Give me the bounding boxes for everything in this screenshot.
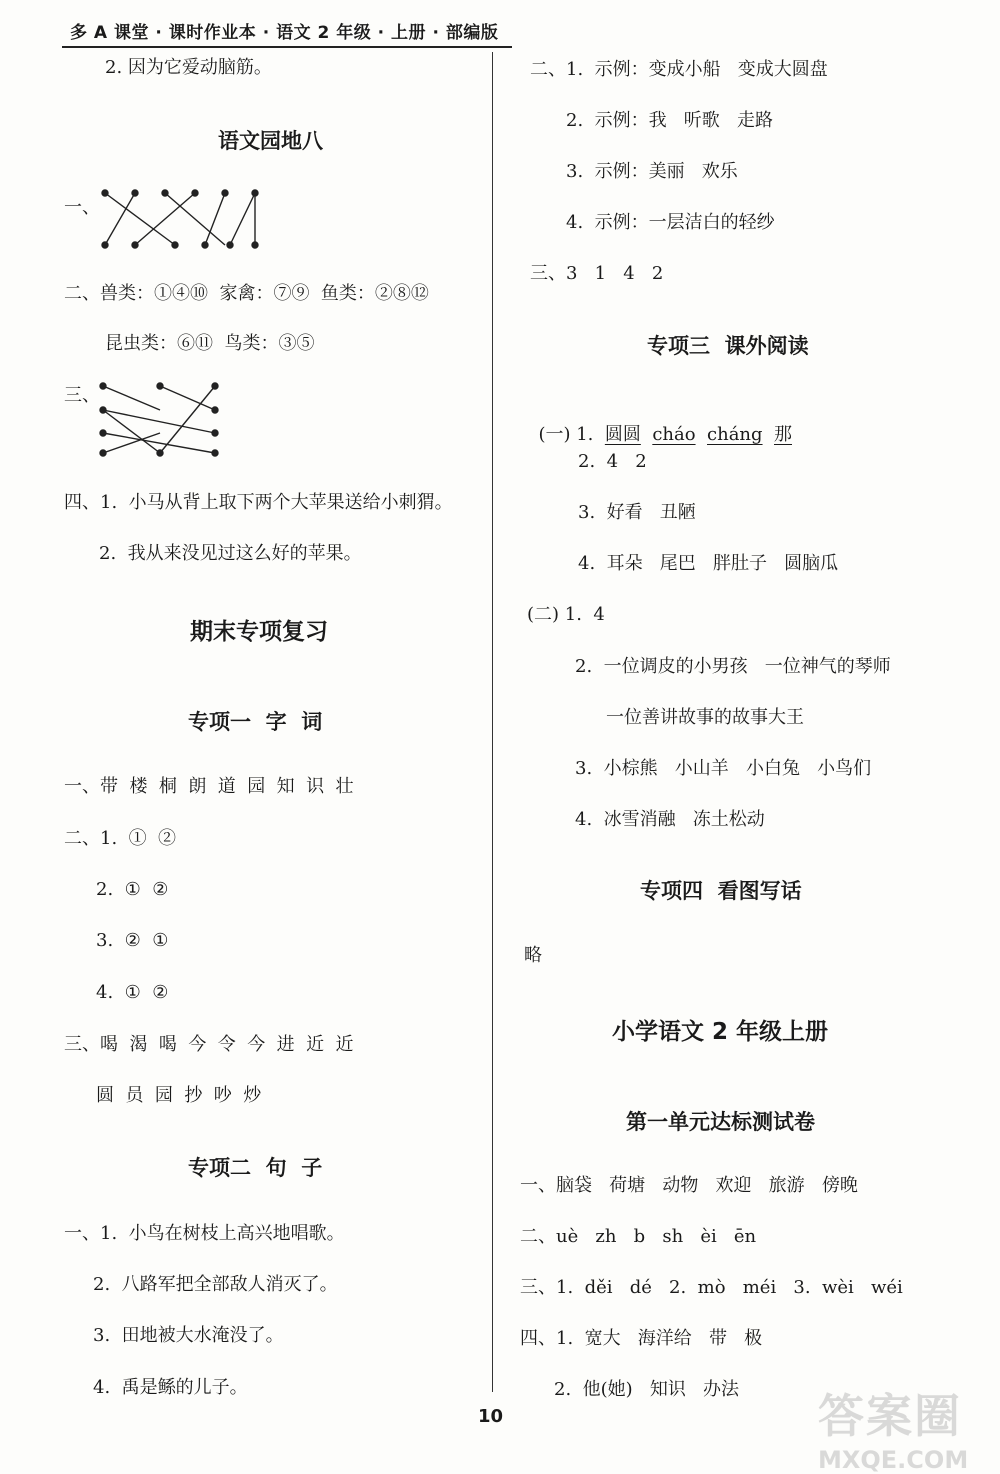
answer-line: 三、1. děi dé 2. mò méi 3. wèi wéi	[520, 1277, 903, 1298]
answer-line: (二) 1. 4	[527, 604, 605, 625]
watermark-url: MXQE.COM	[818, 1446, 969, 1474]
answer-line: 二、兽类：①④⑩ 家禽：⑦⑨ 鱼类：②⑧⑫	[64, 283, 429, 304]
answer-line: 二、1. ① ②	[64, 828, 177, 849]
answer-line: 圆 员 园 抄 吵 炒	[96, 1085, 262, 1106]
answer-label: (一) 1.	[538, 424, 594, 445]
page-header: 多 A 课堂 · 课时作业本 · 语文 2 年级 · 上册 · 部编版	[70, 23, 499, 43]
answer-line: 四、1. 宽大 海洋给 带 极	[520, 1328, 763, 1349]
answer-line: 3. 示例：美丽 欢乐	[566, 161, 738, 182]
answer-line: 一、带 楼 桐 朗 道 园 知 识 壮	[64, 776, 354, 797]
answer-line: 2. 4 2	[578, 451, 647, 472]
header-rule	[62, 46, 512, 48]
watermark-logo	[818, 1380, 990, 1474]
answer-line: 三、3 1 4 2	[530, 263, 664, 284]
section-title-sec3: 专项三 课外阅读	[647, 334, 809, 358]
column-divider	[492, 52, 493, 1392]
answer-line: 3. 田地被大水淹没了。	[93, 1325, 284, 1346]
answer-line: 4. 耳朵 尾巴 胖肚子 圆脑瓜	[578, 553, 839, 574]
underlined-answer: cháng	[707, 424, 763, 445]
question-label: 一、	[64, 197, 100, 218]
answer-line: 2. 八路军把全部敌人消灭了。	[93, 1274, 338, 1295]
section-title-sec4: 专项四 看图写话	[640, 879, 802, 903]
matching-lines-diagram-1	[95, 185, 275, 255]
answer-line: 三、喝 渴 喝 今 令 今 进 近 近	[64, 1034, 354, 1055]
section-title-garden8: 语文园地八	[218, 129, 323, 153]
answer-line: 一、1. 小鸟在树枝上高兴地唱歌。	[64, 1223, 345, 1244]
answer-line: 一、脑袋 荷塘 动物 欢迎 旅游 傍晚	[520, 1175, 858, 1196]
matching-lines-diagram-2	[95, 378, 225, 463]
underlined-answer: 圆圆	[604, 424, 641, 445]
answer-line	[527, 399, 792, 447]
section-title-unit1: 第一单元达标测试卷	[626, 1110, 815, 1134]
answer-line: 4. 禹是鲧的儿子。	[93, 1377, 248, 1398]
answer-line: 二、uè zh b sh èi ēn	[520, 1226, 757, 1247]
answer-line: 2. 他(她) 知识 办法	[554, 1379, 739, 1400]
answer-line: 3. 小棕熊 小山羊 小白兔 小鸟们	[575, 758, 872, 779]
watermark-text: 答案圈	[818, 1389, 962, 1443]
answer-line: 四、1. 小马从背上取下两个大苹果送给小刺猬。	[64, 492, 453, 513]
answer-line: 略	[524, 945, 542, 966]
answer-line: 4. ① ②	[96, 982, 169, 1003]
answer-line: 一位善讲故事的故事大王	[606, 707, 804, 728]
answer-line: 2. 我从来没见过这么好的苹果。	[99, 543, 362, 564]
answer-line: 3. ② ①	[96, 930, 169, 951]
book-title: 小学语文 2 年级上册	[612, 1019, 829, 1045]
section-title-final-review: 期末专项复习	[190, 619, 328, 645]
answer-line: 2. 示例：我 听歌 走路	[566, 110, 773, 131]
answer-line: 4. 冰雪消融 冻土松动	[575, 809, 765, 830]
question-label: 三、	[64, 385, 100, 406]
answer-line: 2. 因为它爱动脑筋。	[105, 57, 272, 78]
answer-line: 2. 一位调皮的小男孩 一位神气的琴师	[575, 656, 891, 677]
section-title-sec1: 专项一 字 词	[188, 710, 323, 734]
underlined-answer: 那	[774, 424, 792, 445]
section-title-sec2: 专项二 句 子	[188, 1156, 323, 1180]
page-number: 10	[478, 1406, 504, 1427]
answer-line: 2. ① ②	[96, 879, 169, 900]
underlined-answer: cháo	[652, 424, 696, 445]
answer-line: 4. 示例：一层洁白的轻纱	[566, 212, 775, 233]
answer-line: 3. 好看 丑陋	[578, 502, 696, 523]
answer-line: 昆虫类：⑥⑪ 鸟类：③⑤	[105, 333, 315, 354]
answer-line: 二、1. 示例：变成小船 变成大圆盘	[530, 59, 828, 80]
